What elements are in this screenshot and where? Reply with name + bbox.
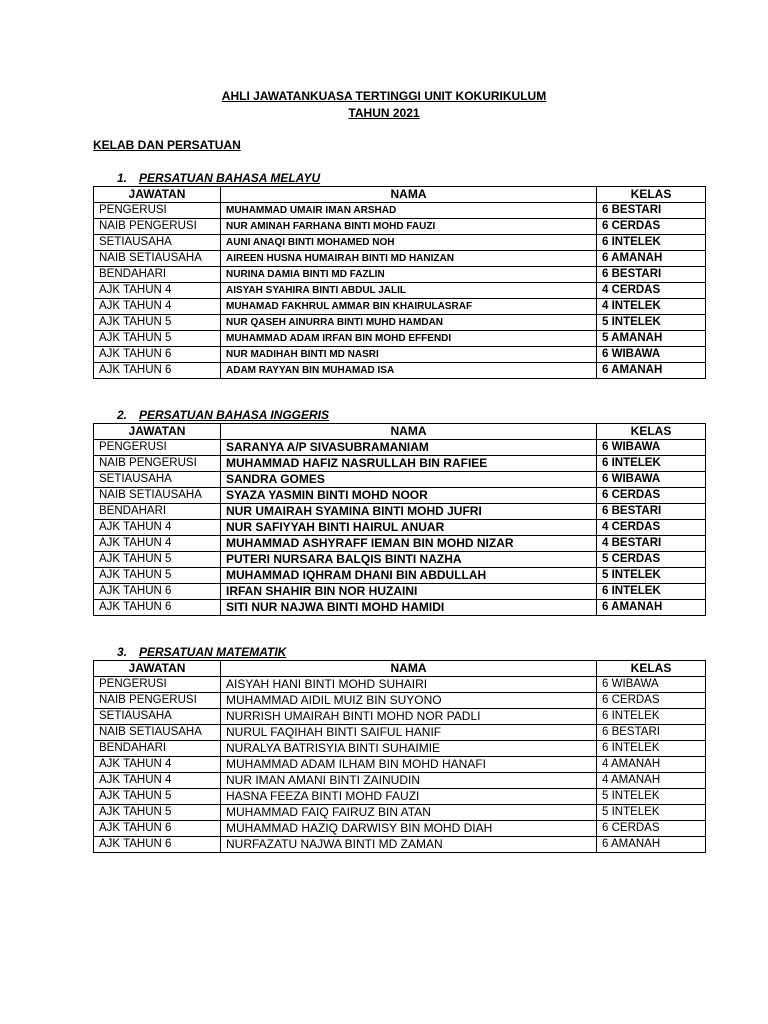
table-row — [94, 520, 706, 536]
cell-nama: SANDRA GOMES — [221, 472, 597, 488]
cell-jawatan: AJK TAHUN 5 — [94, 789, 221, 805]
table-row — [94, 757, 706, 773]
cell-jawatan: AJK TAHUN 6 — [94, 584, 221, 600]
cell-kelas: 6 CERDAS — [597, 488, 706, 504]
cell-jawatan: AJK TAHUN 4 — [94, 536, 221, 552]
cell-jawatan: NAIB SETIAUSAHA — [94, 725, 221, 741]
cell-kelas: 6 WIBAWA — [597, 472, 706, 488]
cell-jawatan: AJK TAHUN 5 — [94, 552, 221, 568]
column-header-jawatan: JAWATAN — [94, 187, 221, 203]
cell-nama: MUHAMMAD AIDIL MUIZ BIN SUYONO — [221, 693, 597, 709]
cell-jawatan: PENGERUSI — [94, 440, 221, 456]
cell-jawatan: PENGERUSI — [94, 677, 221, 693]
table-row — [94, 299, 706, 315]
cell-kelas: 5 CERDAS — [597, 552, 706, 568]
table-row — [94, 677, 706, 693]
cell-kelas: 6 INTELEK — [597, 584, 706, 600]
table-row — [94, 709, 706, 725]
club-name: PERSATUAN BAHASA INGGERIS — [139, 408, 330, 422]
cell-nama: AISYAH HANI BINTI MOHD SUHAIRI — [221, 677, 597, 693]
table-row — [94, 347, 706, 363]
table-row — [94, 203, 706, 219]
column-header-nama: NAMA — [221, 661, 597, 677]
cell-jawatan: AJK TAHUN 6 — [94, 600, 221, 616]
cell-nama: IRFAN SHAHIR BIN NOR HUZAINI — [221, 584, 597, 600]
table-row — [94, 331, 706, 347]
column-header-kelas: KELAS — [597, 424, 706, 440]
cell-nama: ADAM RAYYAN BIN MUHAMAD ISA — [221, 363, 597, 379]
cell-nama: NUR SAFIYYAH BINTI HAIRUL ANUAR — [221, 520, 597, 536]
table-header-row — [94, 187, 706, 203]
table-header-row — [94, 424, 706, 440]
cell-kelas: 6 INTELEK — [597, 456, 706, 472]
cell-jawatan: SETIAUSAHA — [94, 709, 221, 725]
table-row — [94, 600, 706, 616]
cell-kelas: 6 BESTARI — [597, 203, 706, 219]
club-number: 3. — [117, 645, 128, 659]
table-header-row — [94, 661, 706, 677]
cell-kelas: 6 WIBAWA — [597, 347, 706, 363]
cell-jawatan: BENDAHARI — [94, 267, 221, 283]
club-heading-1 — [117, 171, 320, 185]
cell-kelas: 4 CERDAS — [597, 520, 706, 536]
cell-jawatan: AJK TAHUN 5 — [94, 805, 221, 821]
cell-nama: HASNA FEEZA BINTI MOHD FAUZI — [221, 789, 597, 805]
club-name: PERSATUAN MATEMATIK — [139, 645, 287, 659]
column-header-nama: NAMA — [221, 187, 597, 203]
cell-jawatan: AJK TAHUN 6 — [94, 347, 221, 363]
cell-nama: AIREEN HUSNA HUMAIRAH BINTI MD HANIZAN — [221, 251, 597, 267]
table-row — [94, 536, 706, 552]
column-header-jawatan: JAWATAN — [94, 424, 221, 440]
cell-kelas: 6 BESTARI — [597, 267, 706, 283]
cell-nama: NURINA DAMIA BINTI MD FAZLIN — [221, 267, 597, 283]
table-row — [94, 283, 706, 299]
table-row — [94, 568, 706, 584]
cell-jawatan: NAIB SETIAUSAHA — [94, 251, 221, 267]
cell-nama: MUHAMMAD HAZIQ DARWISY BIN MOHD DIAH — [221, 821, 597, 837]
cell-jawatan: AJK TAHUN 4 — [94, 299, 221, 315]
cell-jawatan: NAIB PENGERUSI — [94, 456, 221, 472]
cell-jawatan: PENGERUSI — [94, 203, 221, 219]
cell-jawatan: BENDAHARI — [94, 504, 221, 520]
cell-kelas: 5 INTELEK — [597, 315, 706, 331]
table-row — [94, 725, 706, 741]
document-year: TAHUN 2021 — [348, 106, 420, 120]
table-row — [94, 488, 706, 504]
table-row — [94, 552, 706, 568]
section-heading: KELAB DAN PERSATUAN — [93, 138, 241, 152]
table-row — [94, 235, 706, 251]
table-row — [94, 456, 706, 472]
table-row — [94, 805, 706, 821]
column-header-nama: NAMA — [221, 424, 597, 440]
table-row — [94, 504, 706, 520]
club-number: 2. — [117, 408, 128, 422]
cell-jawatan: AJK TAHUN 4 — [94, 773, 221, 789]
cell-jawatan: AJK TAHUN 5 — [94, 331, 221, 347]
cell-kelas: 6 WIBAWA — [597, 677, 706, 693]
cell-jawatan: AJK TAHUN 6 — [94, 837, 221, 853]
cell-jawatan: NAIB SETIAUSAHA — [94, 488, 221, 504]
cell-nama: MUHAMMAD ADAM ILHAM BIN MOHD HANAFI — [221, 757, 597, 773]
cell-kelas: 5 INTELEK — [597, 805, 706, 821]
table-row — [94, 219, 706, 235]
cell-jawatan: SETIAUSAHA — [94, 235, 221, 251]
table-row — [94, 315, 706, 331]
cell-kelas: 6 CERDAS — [597, 219, 706, 235]
cell-kelas: 4 INTELEK — [597, 299, 706, 315]
cell-nama: NURUL FAQIHAH BINTI SAIFUL HANIF — [221, 725, 597, 741]
cell-jawatan: AJK TAHUN 4 — [94, 520, 221, 536]
cell-nama: MUHAMMAD FAIQ FAIRUZ BIN ATAN — [221, 805, 597, 821]
column-header-jawatan: JAWATAN — [94, 661, 221, 677]
cell-nama: NUR IMAN AMANI BINTI ZAINUDIN — [221, 773, 597, 789]
club-name: PERSATUAN BAHASA MELAYU — [139, 171, 321, 185]
cell-jawatan: AJK TAHUN 5 — [94, 568, 221, 584]
cell-kelas: 5 INTELEK — [597, 789, 706, 805]
cell-kelas: 6 WIBAWA — [597, 440, 706, 456]
cell-kelas: 6 CERDAS — [597, 821, 706, 837]
club-table-bahasa-melayu — [93, 186, 706, 379]
cell-nama: NURFAZATU NAJWA BINTI MD ZAMAN — [221, 837, 597, 853]
cell-kelas: 6 AMANAH — [597, 251, 706, 267]
cell-kelas: 6 AMANAH — [597, 837, 706, 853]
table-row — [94, 584, 706, 600]
club-table-bahasa-inggeris — [93, 423, 706, 616]
column-header-kelas: KELAS — [597, 661, 706, 677]
cell-nama: NURALYA BATRISYIA BINTI SUHAIMIE — [221, 741, 597, 757]
cell-nama: MUHAMMAD ASHYRAFF IEMAN BIN MOHD NIZAR — [221, 536, 597, 552]
cell-kelas: 4 AMANAH — [597, 773, 706, 789]
table-row — [94, 440, 706, 456]
table-row — [94, 821, 706, 837]
document-title: AHLI JAWATANKUASA TERTINGGI UNIT KOKURIKULUM — [221, 89, 547, 103]
cell-nama: NUR MADIHAH BINTI MD NASRI — [221, 347, 597, 363]
cell-kelas: 6 AMANAH — [597, 363, 706, 379]
cell-jawatan: NAIB PENGERUSI — [94, 693, 221, 709]
cell-nama: AUNI ANAQI BINTI MOHAMED NOH — [221, 235, 597, 251]
table-row — [94, 267, 706, 283]
cell-kelas: 5 AMANAH — [597, 331, 706, 347]
table-row — [94, 693, 706, 709]
cell-nama: NURRISH UMAIRAH BINTI MOHD NOR PADLI — [221, 709, 597, 725]
cell-nama: AISYAH SYAHIRA BINTI ABDUL JALIL — [221, 283, 597, 299]
cell-kelas: 6 INTELEK — [597, 235, 706, 251]
cell-jawatan: NAIB PENGERUSI — [94, 219, 221, 235]
table-row — [94, 789, 706, 805]
table-row — [94, 251, 706, 267]
cell-nama: SITI NUR NAJWA BINTI MOHD HAMIDI — [221, 600, 597, 616]
cell-kelas: 6 BESTARI — [597, 504, 706, 520]
table-row — [94, 472, 706, 488]
cell-kelas: 4 BESTARI — [597, 536, 706, 552]
cell-kelas: 4 AMANAH — [597, 757, 706, 773]
table-row — [94, 773, 706, 789]
cell-nama: MUHAMAD FAKHRUL AMMAR BIN KHAIRULASRAF — [221, 299, 597, 315]
cell-nama: NUR UMAIRAH SYAMINA BINTI MOHD JUFRI — [221, 504, 597, 520]
cell-kelas: 6 INTELEK — [597, 709, 706, 725]
cell-kelas: 4 CERDAS — [597, 283, 706, 299]
cell-kelas: 5 INTELEK — [597, 568, 706, 584]
cell-nama: MUHAMMAD IQHRAM DHANI BIN ABDULLAH — [221, 568, 597, 584]
cell-nama: NUR AMINAH FARHANA BINTI MOHD FAUZI — [221, 219, 597, 235]
table-row — [94, 837, 706, 853]
table-row — [94, 363, 706, 379]
cell-kelas: 6 AMANAH — [597, 600, 706, 616]
cell-nama: PUTERI NURSARA BALQIS BINTI NAZHA — [221, 552, 597, 568]
cell-jawatan: BENDAHARI — [94, 741, 221, 757]
cell-nama: SARANYA A/P SIVASUBRAMANIAM — [221, 440, 597, 456]
club-number: 1. — [117, 171, 128, 185]
cell-jawatan: AJK TAHUN 4 — [94, 757, 221, 773]
cell-kelas: 6 INTELEK — [597, 741, 706, 757]
cell-jawatan: AJK TAHUN 5 — [94, 315, 221, 331]
cell-nama: NUR QASEH AINURRA BINTI MUHD HAMDAN — [221, 315, 597, 331]
table-row — [94, 741, 706, 757]
cell-kelas: 6 CERDAS — [597, 693, 706, 709]
cell-jawatan: AJK TAHUN 6 — [94, 821, 221, 837]
cell-kelas: 6 BESTARI — [597, 725, 706, 741]
club-heading-2 — [117, 408, 329, 422]
cell-nama: MUHAMMAD ADAM IRFAN BIN MOHD EFFENDI — [221, 331, 597, 347]
cell-jawatan: AJK TAHUN 4 — [94, 283, 221, 299]
cell-nama: MUHAMMAD UMAIR IMAN ARSHAD — [221, 203, 597, 219]
cell-jawatan: AJK TAHUN 6 — [94, 363, 221, 379]
club-heading-3 — [117, 645, 286, 659]
club-table-matematik — [93, 660, 706, 853]
cell-nama: SYAZA YASMIN BINTI MOHD NOOR — [221, 488, 597, 504]
cell-jawatan: SETIAUSAHA — [94, 472, 221, 488]
column-header-kelas: KELAS — [597, 187, 706, 203]
cell-nama: MUHAMMAD HAFIZ NASRULLAH BIN RAFIEE — [221, 456, 597, 472]
